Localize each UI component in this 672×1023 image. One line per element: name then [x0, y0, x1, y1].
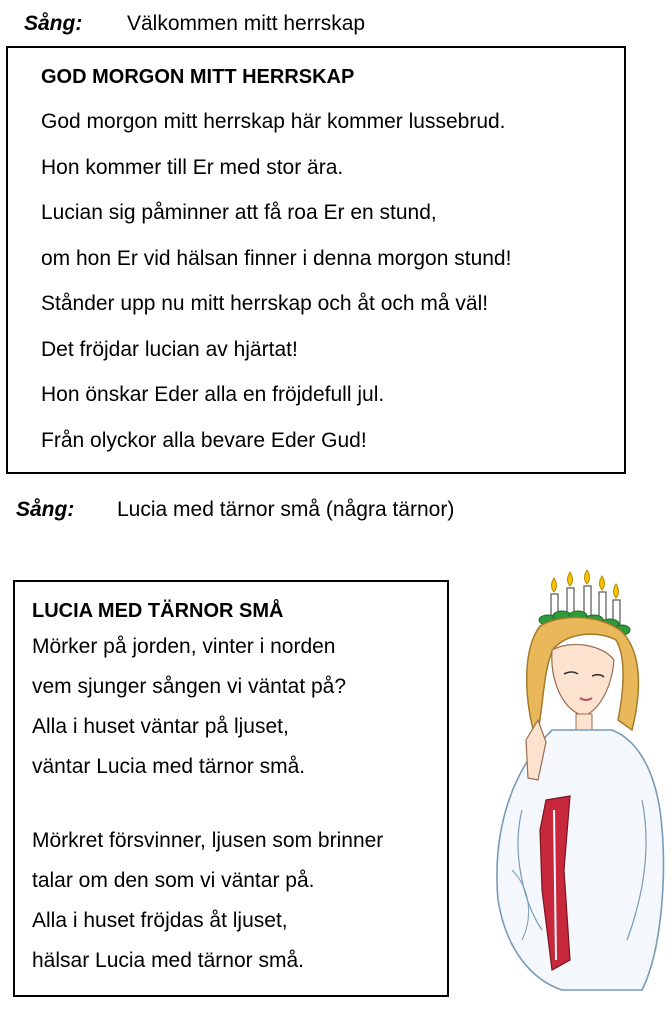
- verse-line: Alla i huset väntar på ljuset,: [32, 715, 289, 738]
- verse-line: Mörker på jorden, vinter i norden: [32, 635, 336, 658]
- verse-line: väntar Lucia med tärnor små.: [32, 755, 306, 778]
- verse-heading: GOD MORGON MITT HERRSKAP: [41, 66, 355, 88]
- verse-box-god-morgon: [6, 46, 626, 474]
- verse-line: talar om den som vi väntar på.: [32, 869, 315, 892]
- verse-line: Stånder upp nu mitt herrskap och åt och må väl!: [41, 292, 489, 315]
- dress: [497, 730, 663, 990]
- lucia-illustration-icon: [492, 570, 668, 992]
- verse-line: God morgon mitt herrskap här kommer lussebrud.: [41, 110, 506, 133]
- face: [552, 645, 614, 716]
- song-label: Sång:: [16, 498, 75, 521]
- song-line-2: [16, 497, 454, 523]
- verse-line: Lucian sig påminner att få roa Er en stund,: [41, 201, 437, 224]
- verse-heading: LUCIA MED TÄRNOR SMÅ: [32, 600, 284, 622]
- verse-line: om hon Er vid hälsan finner i denna morgon stund!: [41, 246, 512, 270]
- verse-line: vem sjunger sången vi väntat på?: [32, 675, 347, 698]
- verse-box-lucia: [13, 580, 449, 997]
- song-title: Välkommen mitt herrskap: [127, 12, 366, 35]
- verse-line: hälsar Lucia med tärnor små.: [32, 949, 304, 972]
- verse-line: Från olyckor alla bevare Eder Gud!: [41, 428, 367, 452]
- song-label: Sång:: [24, 12, 83, 35]
- verse-line: Alla i huset fröjdas åt ljuset,: [32, 909, 288, 932]
- verse-line: Hon kommer till Er med stor ära.: [41, 155, 344, 179]
- verse-line: Mörkret försvinner, ljusen som brinner: [32, 829, 384, 852]
- verse-line: Hon önskar Eder alla en fröjdefull jul.: [41, 383, 385, 406]
- song-title: Lucia med tärnor små (några tärnor): [117, 498, 455, 521]
- verse-line: Det fröjdar lucian av hjärtat!: [41, 337, 298, 361]
- song-line-1: [24, 11, 365, 37]
- stanza-gap: [32, 793, 447, 827]
